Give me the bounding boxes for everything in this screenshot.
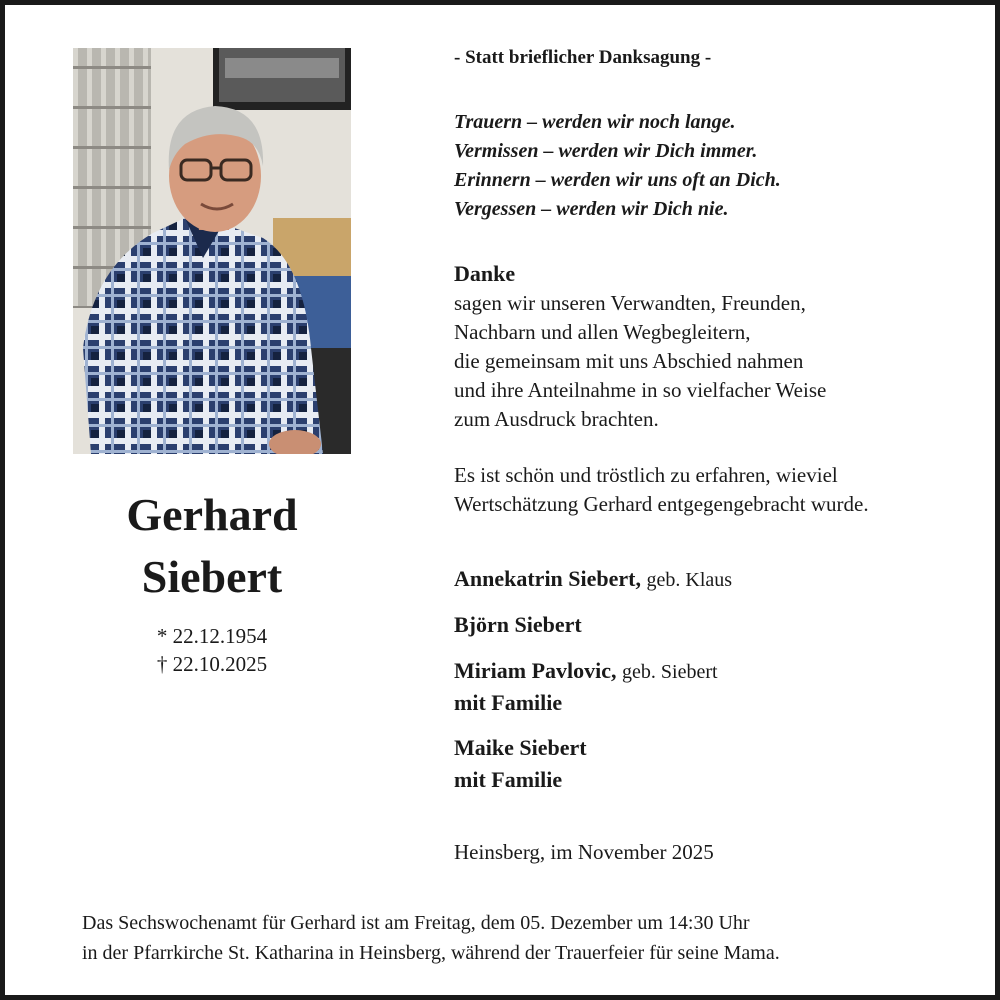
- notice-heading: - Statt brieflicher Danksagung -: [454, 47, 712, 68]
- poem-line: Vergessen – werden wir Dich nie.: [454, 198, 729, 220]
- mourner-family-label: mit Familie: [454, 690, 563, 715]
- poem-line: Vermissen – werden wir Dich immer.: [454, 140, 758, 162]
- poem-line: Erinnern – werden wir uns oft an Dich.: [454, 169, 781, 191]
- thanks-text: [454, 289, 826, 434]
- mourner-entry: [454, 563, 732, 596]
- deceased-last-name: Siebert: [141, 551, 283, 602]
- thanks-line: die gemeinsam mit uns Abschied nahmen: [454, 349, 804, 373]
- thanks-title: Danke: [454, 261, 516, 286]
- deceased-first-name: Gerhard: [126, 489, 298, 540]
- mourner-name: Annekatrin Siebert,: [454, 566, 641, 591]
- mourner-entry: [454, 655, 718, 688]
- mourner-entry: [454, 609, 582, 641]
- mourner-family-label: mit Familie: [454, 767, 563, 792]
- mourner-name: Björn Siebert: [454, 612, 582, 637]
- mourner-family: [454, 687, 562, 719]
- place-date: Heinsberg, im November 2025: [454, 840, 714, 864]
- mourner-birth-name: geb. Siebert: [622, 661, 718, 683]
- service-notice-line: in der Pfarrkirche St. Katharina in Heinsberg, während der Trauerfeier für seine Mama.: [82, 942, 780, 964]
- thanks-line: Nachbarn und allen Wegbegleitern,: [454, 320, 751, 344]
- mourner-family: [454, 764, 562, 796]
- mourner-entry: [454, 732, 587, 764]
- service-notice-line: Das Sechswochenamt für Gerhard ist am Freitag, dem 05. Dezember um 14:30 Uhr: [82, 912, 750, 934]
- mourner-name: Maike Siebert: [454, 735, 587, 760]
- thanks-line: und ihre Anteilnahme in so vielfacher Weise: [454, 378, 827, 402]
- thanks-line: zum Ausdruck brachten.: [454, 407, 659, 431]
- poem: [454, 108, 781, 224]
- appreciation-line: Es ist schön und tröstlich zu erfahren, wieviel: [454, 463, 838, 487]
- thanks-line: sagen wir unseren Verwandten, Freunden,: [454, 291, 806, 315]
- mourner-name: Miriam Pavlovic,: [454, 658, 617, 683]
- birth-date: * 22.12.1954: [156, 624, 268, 648]
- death-date: † 22.10.2025: [156, 652, 268, 676]
- mourner-birth-name: geb. Klaus: [646, 569, 733, 591]
- appreciation-line: Wertschätzung Gerhard entgegengebracht wurde.: [454, 492, 869, 516]
- portrait-photo: [73, 48, 351, 454]
- appreciation-text: [454, 461, 869, 519]
- poem-line: Trauern – werden wir noch lange.: [454, 111, 736, 133]
